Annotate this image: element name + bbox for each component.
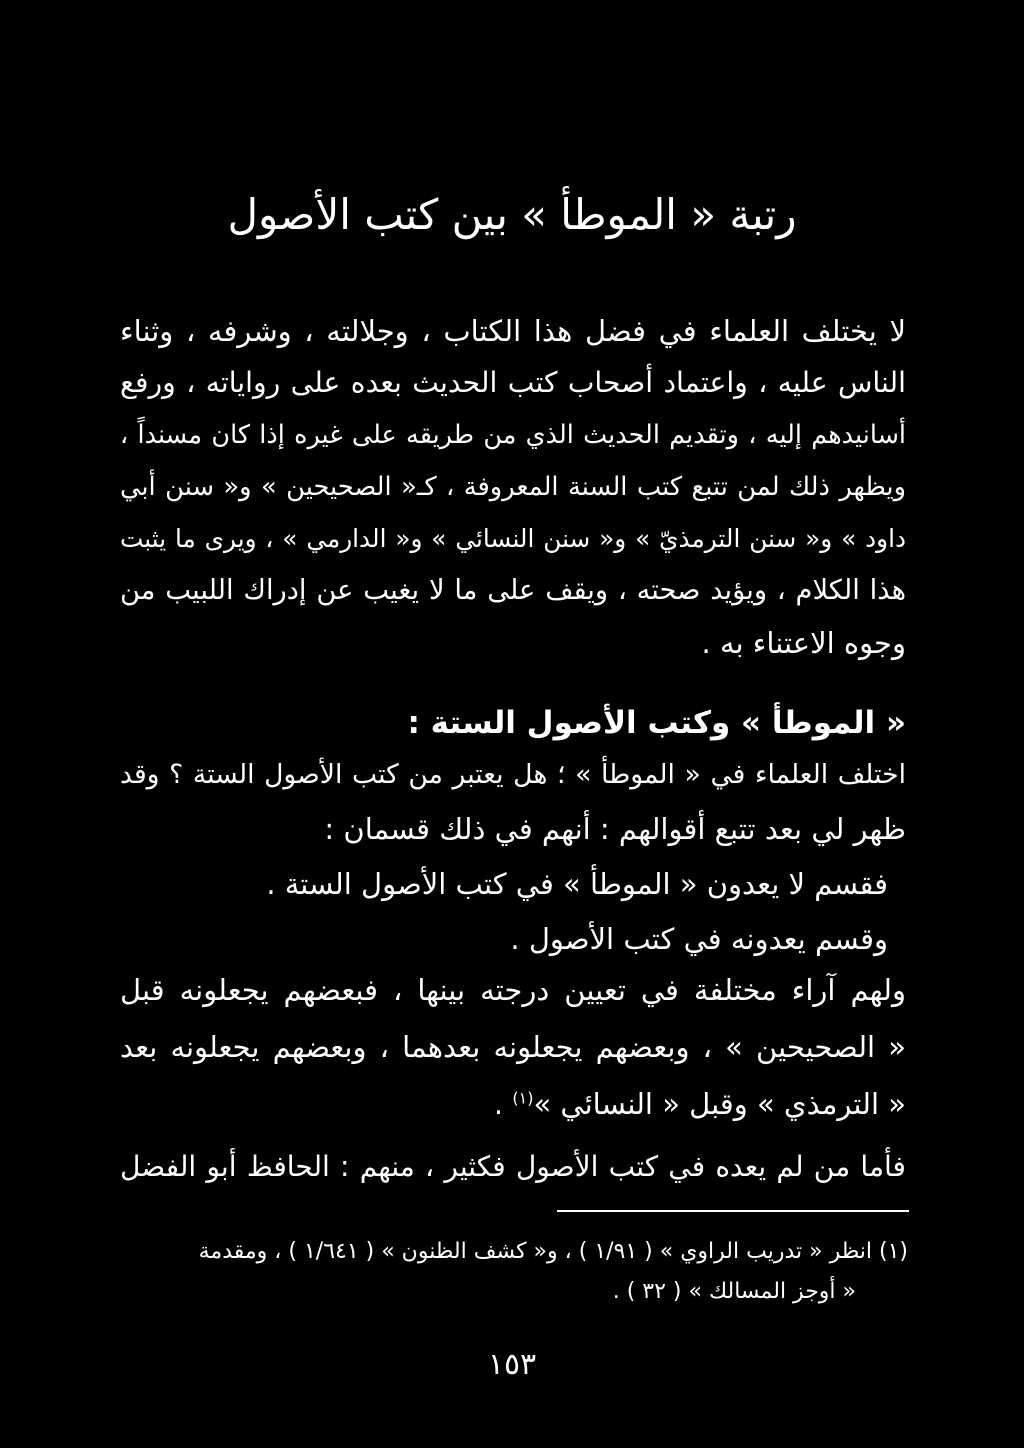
- text-line: ولهم آراء مختلفة في تعيين درجته بينها ، فبعضهم يجعلونه قبل: [120, 973, 906, 1007]
- text-line: فقسم لا يعدون « الموطأ » في كتب الأصول الستة .: [266, 867, 888, 901]
- footnote-line: (١) انظر « تدريب الراوي » ( ١/٩١ ) ، و« كشف الظنون » ( ١/٦٤١ ) ، ومقدمة: [198, 1239, 908, 1264]
- footnote-divider: [557, 1210, 909, 1212]
- text-line: أسانيدهم إليه ، وتقديم الحديث الذي من طريقه على غيره إذا كان مسنداً ،: [120, 420, 906, 450]
- text-line: « الصحيحين » ، وبعضهم يجعلونه بعدهما ، وبعضهم يجعلونه بعد: [120, 1030, 906, 1064]
- text-line: وقسم يعدونه في كتب الأصول .: [510, 922, 888, 956]
- page-title: رتبة « الموطأ » بين كتب الأصول: [227, 190, 797, 239]
- text-line: [120, 1076, 906, 1133]
- text-line: ويظهر ذلك لمن تتبع كتب السنة المعروفة ، كـ« الصحيحين » و« سنن أبي: [120, 472, 906, 502]
- page-number: ١٥٣: [487, 1347, 537, 1382]
- paragraph-ranking-views: [120, 962, 906, 1133]
- text-line-body: « الترمذي » وقبل « النسائي »: [533, 1087, 906, 1121]
- text-line: الناس عليه ، واعتماد أصحاب كتب الحديث بعده على رواياته ، ورفع: [120, 366, 906, 399]
- footnote-marker: (١): [512, 1088, 534, 1108]
- intro-paragraph: [120, 305, 906, 669]
- paragraph-scholars-opinions: [120, 747, 906, 967]
- text-line: وجوه الاعتناء به .: [701, 626, 906, 660]
- footnote-line: « أوجز المسالك » ( ٣٢ ) .: [612, 1279, 856, 1304]
- footnotes: [110, 1232, 908, 1312]
- paragraph-not-counting: [120, 1137, 906, 1197]
- text-line: داود » و« سنن الترمذيّ » و« سنن النسائي » و« الدارمي » ، ويرى ما يثبت: [120, 524, 906, 553]
- text-line: فأما من لم يعده في كتب الأصول فكثير ، منهم : الحافظ أبو الفضل: [120, 1150, 906, 1183]
- text-line: اختلف العلماء في « الموطأ » ؛ هل يعتبر من كتب الأصول الستة ؟ وقد: [120, 759, 906, 790]
- text-line: ظهر لي بعد تتبع أقوالهم : أنهم في ذلك قسمان :: [324, 812, 906, 846]
- section-heading: « الموطأ » وكتب الأصول الستة :: [407, 705, 906, 741]
- text-line: لا يختلف العلماء في فضل هذا الكتاب ، وجلالته ، وشرفه ، وثناء: [120, 314, 906, 348]
- sentence-end: .: [493, 1087, 513, 1121]
- text-line: هذا الكلام ، ويؤيد صحته ، ويقف على ما لا يغيب عن إدراك اللبيب من: [120, 575, 906, 606]
